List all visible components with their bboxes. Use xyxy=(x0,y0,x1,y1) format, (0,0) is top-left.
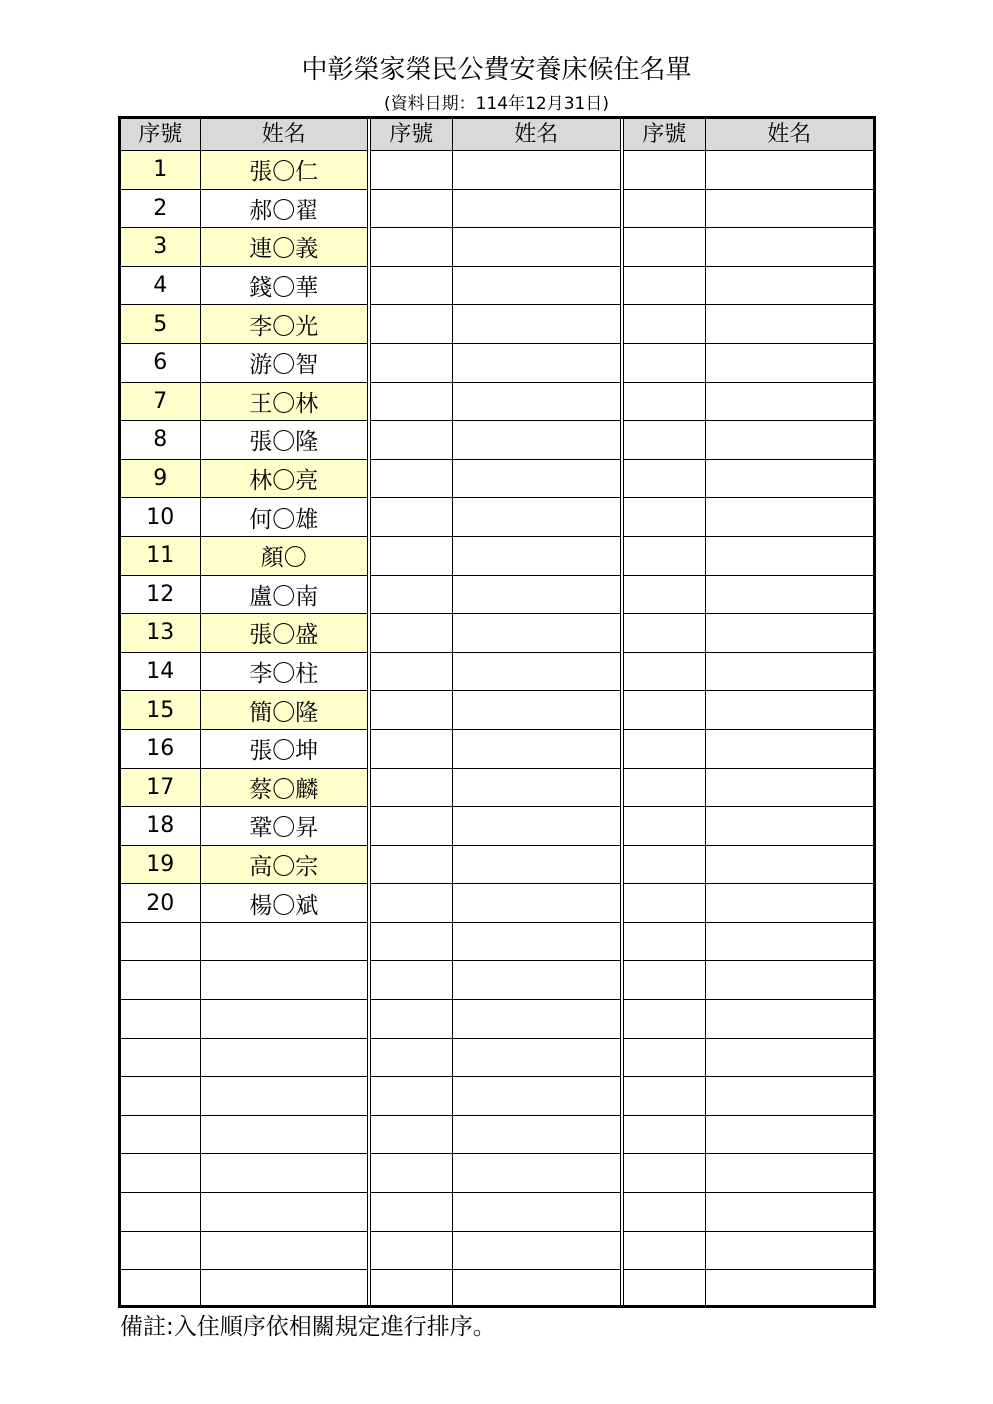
cell-no: 10 xyxy=(121,498,200,537)
cell-name-3 xyxy=(705,1231,873,1270)
cell-name-2 xyxy=(452,729,622,768)
cell-no: 3 xyxy=(121,228,200,267)
cell-name-3 xyxy=(705,807,873,846)
cell-no-2 xyxy=(369,343,452,382)
cell-name: 盧〇南 xyxy=(200,575,369,614)
cell-no-3 xyxy=(622,845,705,884)
cell-name xyxy=(200,1000,369,1039)
cell-name-3 xyxy=(705,1270,873,1308)
table-row xyxy=(121,729,873,768)
cell-no xyxy=(121,1154,200,1193)
cell-no-2 xyxy=(369,1231,452,1270)
cell-name: 楊〇斌 xyxy=(200,884,369,923)
table-row xyxy=(121,1115,873,1154)
cell-name-2 xyxy=(452,421,622,460)
cell-name-2 xyxy=(452,1231,622,1270)
table-row xyxy=(121,652,873,691)
table-row xyxy=(121,305,873,344)
cell-name: 高〇宗 xyxy=(200,845,369,884)
cell-no-2 xyxy=(369,922,452,961)
cell-name-3 xyxy=(705,421,873,460)
table-row xyxy=(121,768,873,807)
cell-name-3 xyxy=(705,459,873,498)
cell-name: 游〇智 xyxy=(200,343,369,382)
cell-no-3 xyxy=(622,421,705,460)
roster-body xyxy=(121,151,873,1308)
cell-name-2 xyxy=(452,459,622,498)
cell-name: 鞏〇昇 xyxy=(200,807,369,846)
cell-no: 15 xyxy=(121,691,200,730)
cell-no-3 xyxy=(622,305,705,344)
cell-name-2 xyxy=(452,961,622,1000)
cell-name-2 xyxy=(452,1270,622,1308)
cell-no-3 xyxy=(622,691,705,730)
cell-name xyxy=(200,1270,369,1308)
cell-name-2 xyxy=(452,807,622,846)
cell-no-3 xyxy=(622,961,705,1000)
cell-no xyxy=(121,1077,200,1116)
table-row xyxy=(121,961,873,1000)
cell-no: 8 xyxy=(121,421,200,460)
table-row xyxy=(121,343,873,382)
cell-name-3 xyxy=(705,1193,873,1232)
cell-name-3 xyxy=(705,922,873,961)
table-row xyxy=(121,884,873,923)
cell-name-2 xyxy=(452,536,622,575)
cell-name-2 xyxy=(452,1154,622,1193)
cell-name-2 xyxy=(452,189,622,228)
remark-note: 備註:入住順序依相關規定進行排序。 xyxy=(120,1314,496,1340)
cell-name-3 xyxy=(705,266,873,305)
cell-name: 張〇盛 xyxy=(200,614,369,653)
cell-name-3 xyxy=(705,845,873,884)
cell-name-3 xyxy=(705,189,873,228)
cell-no-2 xyxy=(369,691,452,730)
header-name-3: 姓名 xyxy=(705,119,873,151)
cell-name-3 xyxy=(705,382,873,421)
table-header-row xyxy=(121,119,873,151)
table-row xyxy=(121,266,873,305)
cell-no: 16 xyxy=(121,729,200,768)
cell-name-3 xyxy=(705,1077,873,1116)
cell-no xyxy=(121,961,200,1000)
cell-no-3 xyxy=(622,729,705,768)
cell-no-3 xyxy=(622,1115,705,1154)
cell-name xyxy=(200,1077,369,1116)
page-title: 中彰榮家榮民公費安養床候住名單 xyxy=(301,55,692,85)
cell-name-2 xyxy=(452,691,622,730)
cell-no-2 xyxy=(369,1154,452,1193)
cell-name-2 xyxy=(452,1077,622,1116)
table-row xyxy=(121,459,873,498)
cell-no: 6 xyxy=(121,343,200,382)
table-row xyxy=(121,1270,873,1308)
table-row xyxy=(121,498,873,537)
cell-name-2 xyxy=(452,614,622,653)
cell-name-3 xyxy=(705,768,873,807)
cell-name-2 xyxy=(452,382,622,421)
cell-name-2 xyxy=(452,1038,622,1077)
cell-no-2 xyxy=(369,459,452,498)
cell-no-3 xyxy=(622,922,705,961)
header-no-3: 序號 xyxy=(622,119,705,151)
cell-name xyxy=(200,961,369,1000)
cell-no-2 xyxy=(369,884,452,923)
table-row xyxy=(121,1154,873,1193)
header-name-1: 姓名 xyxy=(200,119,369,151)
cell-name-2 xyxy=(452,652,622,691)
cell-no-3 xyxy=(622,536,705,575)
table-row xyxy=(121,189,873,228)
cell-no-2 xyxy=(369,575,452,614)
table-row xyxy=(121,691,873,730)
cell-no-2 xyxy=(369,961,452,1000)
cell-name-3 xyxy=(705,151,873,190)
cell-no-2 xyxy=(369,421,452,460)
table-row xyxy=(121,1077,873,1116)
cell-no-3 xyxy=(622,575,705,614)
cell-name: 何〇雄 xyxy=(200,498,369,537)
cell-no-3 xyxy=(622,228,705,267)
cell-no-3 xyxy=(622,1193,705,1232)
cell-name-3 xyxy=(705,343,873,382)
table-row xyxy=(121,151,873,190)
cell-no: 12 xyxy=(121,575,200,614)
cell-no-3 xyxy=(622,459,705,498)
cell-no-2 xyxy=(369,498,452,537)
cell-no: 17 xyxy=(121,768,200,807)
cell-name-2 xyxy=(452,151,622,190)
cell-name-3 xyxy=(705,1000,873,1039)
cell-name-3 xyxy=(705,884,873,923)
cell-name xyxy=(200,1115,369,1154)
cell-no-2 xyxy=(369,536,452,575)
cell-name: 顏〇 xyxy=(200,536,369,575)
cell-no-3 xyxy=(622,614,705,653)
table-row xyxy=(121,228,873,267)
cell-name-3 xyxy=(705,614,873,653)
cell-no: 7 xyxy=(121,382,200,421)
table-row xyxy=(121,922,873,961)
table-row xyxy=(121,382,873,421)
header-no-2: 序號 xyxy=(369,119,452,151)
cell-no: 19 xyxy=(121,845,200,884)
cell-name: 張〇坤 xyxy=(200,729,369,768)
cell-name-2 xyxy=(452,884,622,923)
cell-no-2 xyxy=(369,1115,452,1154)
cell-no-2 xyxy=(369,768,452,807)
cell-no-3 xyxy=(622,884,705,923)
cell-no: 4 xyxy=(121,266,200,305)
cell-no-3 xyxy=(622,1231,705,1270)
table-row xyxy=(121,575,873,614)
cell-name: 李〇柱 xyxy=(200,652,369,691)
cell-no-3 xyxy=(622,1077,705,1116)
cell-name: 蔡〇麟 xyxy=(200,768,369,807)
cell-name-3 xyxy=(705,961,873,1000)
table-row xyxy=(121,536,873,575)
cell-name-3 xyxy=(705,228,873,267)
cell-no-2 xyxy=(369,151,452,190)
roster-sheet xyxy=(118,116,876,1308)
cell-no xyxy=(121,1000,200,1039)
cell-no-3 xyxy=(622,1038,705,1077)
cell-no xyxy=(121,1231,200,1270)
cell-name-3 xyxy=(705,1154,873,1193)
cell-name-2 xyxy=(452,343,622,382)
cell-no xyxy=(121,1038,200,1077)
cell-name-2 xyxy=(452,768,622,807)
cell-no-2 xyxy=(369,382,452,421)
cell-name xyxy=(200,1154,369,1193)
cell-name-3 xyxy=(705,729,873,768)
cell-name: 王〇林 xyxy=(200,382,369,421)
cell-no-2 xyxy=(369,1193,452,1232)
cell-no-3 xyxy=(622,1154,705,1193)
header-no-1: 序號 xyxy=(121,119,200,151)
cell-name: 錢〇華 xyxy=(200,266,369,305)
cell-no-2 xyxy=(369,652,452,691)
cell-no-3 xyxy=(622,498,705,537)
cell-no-3 xyxy=(622,343,705,382)
cell-name-2 xyxy=(452,845,622,884)
table-row xyxy=(121,807,873,846)
cell-name-2 xyxy=(452,266,622,305)
cell-name: 李〇光 xyxy=(200,305,369,344)
cell-name-3 xyxy=(705,691,873,730)
cell-name-2 xyxy=(452,1000,622,1039)
cell-name-2 xyxy=(452,498,622,537)
cell-no: 5 xyxy=(121,305,200,344)
cell-no-2 xyxy=(369,305,452,344)
cell-name-3 xyxy=(705,305,873,344)
cell-name-3 xyxy=(705,1038,873,1077)
cell-name-3 xyxy=(705,575,873,614)
table-row xyxy=(121,421,873,460)
cell-no-2 xyxy=(369,1077,452,1116)
cell-no-2 xyxy=(369,189,452,228)
table-row xyxy=(121,614,873,653)
cell-no-3 xyxy=(622,1000,705,1039)
cell-no xyxy=(121,1193,200,1232)
cell-no: 11 xyxy=(121,536,200,575)
roster-table xyxy=(121,119,873,1308)
cell-no-2 xyxy=(369,1000,452,1039)
cell-name xyxy=(200,1038,369,1077)
cell-name-3 xyxy=(705,1115,873,1154)
cell-no: 14 xyxy=(121,652,200,691)
cell-no-2 xyxy=(369,729,452,768)
cell-name-3 xyxy=(705,498,873,537)
cell-name-3 xyxy=(705,536,873,575)
cell-name-2 xyxy=(452,305,622,344)
cell-no-3 xyxy=(622,189,705,228)
table-row xyxy=(121,1193,873,1232)
cell-no-2 xyxy=(369,266,452,305)
cell-no-2 xyxy=(369,228,452,267)
table-row xyxy=(121,1000,873,1039)
cell-no-2 xyxy=(369,1270,452,1308)
cell-name xyxy=(200,922,369,961)
cell-name-2 xyxy=(452,575,622,614)
cell-no-3 xyxy=(622,151,705,190)
cell-no-3 xyxy=(622,266,705,305)
cell-no: 1 xyxy=(121,151,200,190)
cell-no-3 xyxy=(622,652,705,691)
cell-no-3 xyxy=(622,1270,705,1308)
cell-name-2 xyxy=(452,1115,622,1154)
cell-no xyxy=(121,1270,200,1308)
cell-name: 林〇亮 xyxy=(200,459,369,498)
cell-no-3 xyxy=(622,382,705,421)
cell-name: 張〇隆 xyxy=(200,421,369,460)
cell-no-3 xyxy=(622,768,705,807)
cell-no xyxy=(121,1115,200,1154)
cell-no-3 xyxy=(622,807,705,846)
cell-name: 張〇仁 xyxy=(200,151,369,190)
cell-name xyxy=(200,1231,369,1270)
cell-name-2 xyxy=(452,228,622,267)
cell-no: 20 xyxy=(121,884,200,923)
cell-no-2 xyxy=(369,614,452,653)
cell-no-2 xyxy=(369,807,452,846)
table-row xyxy=(121,1038,873,1077)
cell-name-3 xyxy=(705,652,873,691)
table-row xyxy=(121,1231,873,1270)
data-date: (資料日期：114年12月31日) xyxy=(384,94,609,114)
cell-no: 13 xyxy=(121,614,200,653)
cell-no: 9 xyxy=(121,459,200,498)
cell-name: 郝〇翟 xyxy=(200,189,369,228)
cell-no: 2 xyxy=(121,189,200,228)
cell-no-2 xyxy=(369,845,452,884)
cell-name: 連〇義 xyxy=(200,228,369,267)
header-name-2: 姓名 xyxy=(452,119,622,151)
cell-name-2 xyxy=(452,922,622,961)
cell-no xyxy=(121,922,200,961)
cell-no: 18 xyxy=(121,807,200,846)
cell-name: 簡〇隆 xyxy=(200,691,369,730)
table-row xyxy=(121,845,873,884)
cell-name-2 xyxy=(452,1193,622,1232)
cell-no-2 xyxy=(369,1038,452,1077)
cell-name xyxy=(200,1193,369,1232)
